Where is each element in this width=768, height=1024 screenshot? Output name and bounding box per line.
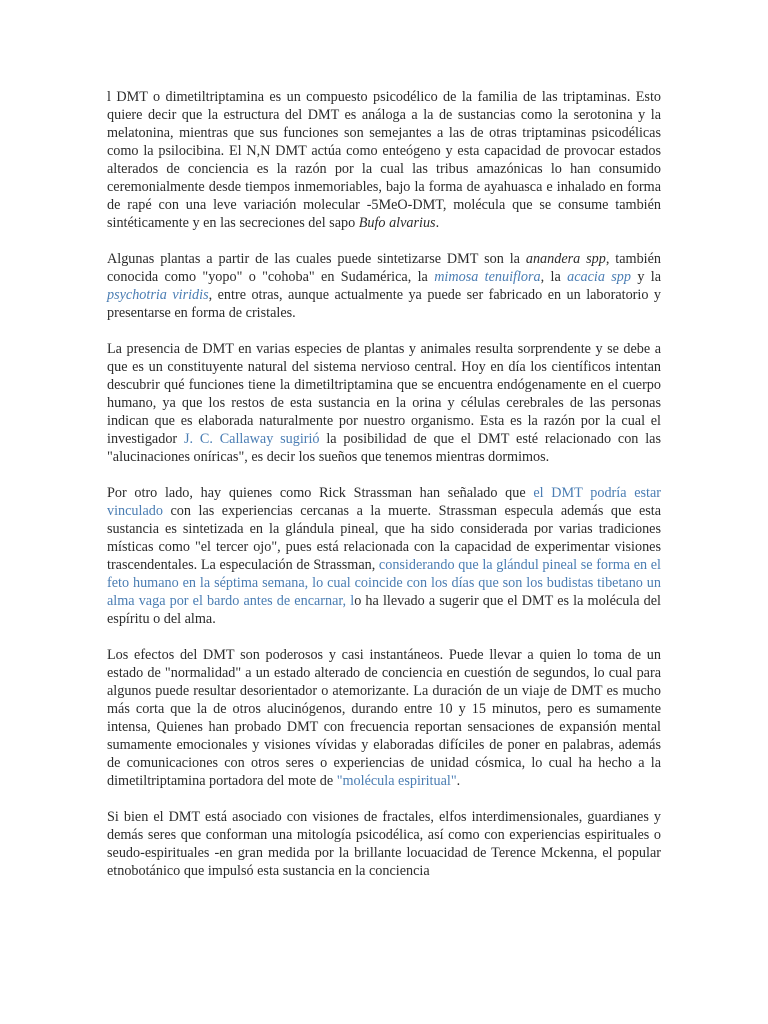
paragraph-effects [107, 646, 661, 790]
text-segment: y la [630, 269, 661, 285]
text-segment: Por otro lado, hay quienes como Rick Strassman han señalado que [107, 485, 534, 501]
text-segment: Algunas plantas a partir de las cuales puede sintetizarse DMT son la [107, 251, 526, 267]
text-segment: Si bien el DMT está asociado con visiones de fractales, elfos interdimensionales, guardianes y demás seres que conforman una mitología psicodélica, así como con experiencias espirituales o seudo-espirituales -en gran medida por la brillante locuacidad de Terence Mckenna, el popular etnobotánico que impulsó esta sustancia en la conciencia [107, 809, 661, 879]
link-callaway[interactable]: J. C. Callaway sugirió [183, 431, 320, 447]
document-page [107, 88, 661, 898]
paragraph-visions [107, 808, 661, 880]
text-segment: , la [540, 269, 568, 285]
paragraph-intro [107, 88, 661, 232]
italic-species-name: anandera spp [525, 251, 606, 267]
text-segment: l DMT o dimetiltriptamina es un compuesto psicodélico de la familia de las triptaminas. Esto quiere decir que la estructura del DMT es análoga a la de sustancias como la serotonina y la melatonina, mientras que sus funciones son semejantes a las de otras triptaminas psicodélicas como la psilocibina. El N,N DMT actúa como enteógeno y esta capacidad de provocar estados alterados de conciencia es la razón por la cual las tribus amazónicas lo han consumido ceremonialmente desde tiempos inmemoriables, bajo la forma de ayahuasca e inhalado en forma de rapé con una leve variación molecular -5MeO-DMT, molécula que se consume también sintéticamente y en las secreciones del sapo [107, 89, 661, 231]
text-segment: o ha llevado a sugerir que el DMT es la molécula del espíritu o del alma. [107, 593, 661, 627]
link-dmt-vinculado[interactable]: el DMT podría estar vinculado [107, 485, 661, 519]
text-segment: , también conocida como "yopo" o "cohoba" en Sudamérica, la [107, 251, 661, 285]
italic-species-name: Bufo alvarius [358, 215, 436, 231]
text-segment: La presencia de DMT en varias especies de plantas y animales resulta sorprendente y se debe a que es un constituyente natural del sistema nervioso central. Hoy en día los científicos intentan descubrir qué funciones tiene la dimetiltriptamina que se encuentra endógenamente en el cuerpo humano, ya que los restos de esta sustancia en la orina y células cerebrales de las personas indican que es elaborada naturalmente por nuestro organismo. Esta es la razón por la cual el investigador [107, 341, 661, 447]
text-segment: , entre otras, aunque actualmente ya puede ser fabricado en un laboratorio y presentarse en forma de cristales. [107, 287, 661, 321]
text-segment: con las experiencias cercanas a la muerte. Strassman especula además que esta sustancia es sintetizada en la glándula pineal, que ha sido considerada por varias tradiciones místicas como "el tercer ojo", pues está relacionada con la capacidad de experimentar visiones trascendentales. La especulación de Strassman, [107, 503, 661, 573]
text-segment: Los efectos del DMT son poderosos y casi instantáneos. Puede llevar a quien lo toma de un estado de "normalidad" a un estado alterado de conciencia en cuestión de segundos, lo cual para algunos puede resultar desorientador o atemorizante. La duración de un viaje de DMT es mucho más corta que la de otros alucinógenos, durando entre 10 y 15 minutos, pero es sumamente intensa, Quienes han probado DMT con frecuencia reportan sensaciones de expansión mental sumamente emocionales y visiones vívidas y elaboradas difíciles de poner en palabras, además de comunicaciones con otros seres o experiencias de unidad cósmica, lo cual ha hecho a la dimetiltriptamina portadora del mote de [107, 647, 661, 789]
text-segment: . [435, 215, 440, 231]
text-segment: la posibilidad de que el DMT esté relacionado con las "alucinaciones oníricas", es decir los sueños que tenemos mientras dormimos. [107, 431, 661, 465]
link-psychotria-viridis[interactable]: psychotria viridis [107, 287, 209, 303]
paragraph-strassman [107, 484, 661, 628]
text-segment: . [456, 773, 461, 789]
paragraph-presence [107, 340, 661, 466]
paragraph-plants [107, 250, 661, 322]
link-molecula-espiritual[interactable]: "molécula espiritual" [336, 773, 457, 789]
link-mimosa-tenuiflora[interactable]: mimosa tenuiflora [434, 269, 541, 285]
link-glandula-pineal[interactable]: considerando que la glándul pineal se forma en el feto humano en la séptima semana, lo cual coincide con los días que son los budistas tibetano un alma vaga por el bardo antes de encarnar, l [107, 557, 661, 609]
link-acacia-spp[interactable]: acacia spp [567, 269, 631, 285]
